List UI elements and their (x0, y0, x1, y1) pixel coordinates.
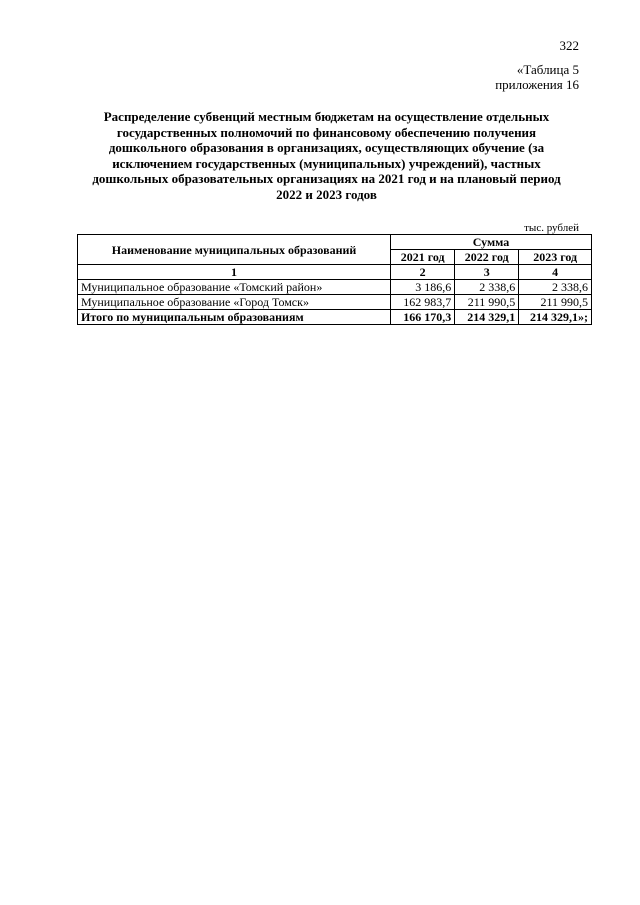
column-index: 1 (78, 265, 391, 280)
page-number: 322 (559, 38, 579, 53)
units-label: тыс. рублей (524, 222, 579, 234)
column-index-row (78, 265, 592, 280)
column-index: 3 (455, 265, 519, 280)
table-reference-line-1: «Таблица 5 (516, 62, 579, 77)
table-reference (495, 62, 579, 92)
total-2022: 214 329,1 (455, 310, 519, 325)
value-2022: 211 990,5 (455, 295, 519, 310)
total-label: Итого по муниципальным образованиям (78, 310, 391, 325)
header-year-2022: 2022 год (455, 250, 519, 265)
table-row (78, 280, 592, 295)
header-row (78, 235, 592, 250)
total-2021: 166 170,3 (391, 310, 455, 325)
value-2022: 2 338,6 (455, 280, 519, 295)
header-year-2023: 2023 год (519, 250, 592, 265)
value-2023: 2 338,6 (519, 280, 592, 295)
value-2021: 3 186,6 (391, 280, 455, 295)
table-reference-line-2: приложения 16 (495, 77, 579, 92)
header-year-2021: 2021 год (391, 250, 455, 265)
value-2021: 162 983,7 (391, 295, 455, 310)
value-2023: 211 990,5 (519, 295, 592, 310)
subvention-table (77, 234, 592, 325)
total-row (78, 310, 592, 325)
header-sum: Сумма (391, 235, 592, 250)
table-row (78, 295, 592, 310)
total-2023: 214 329,1»; (519, 310, 592, 325)
column-index: 2 (391, 265, 455, 280)
municipality-name: Муниципальное образование «Томский район» (78, 280, 391, 295)
document-title: Распределение субвенций местным бюджетам на осуществление отдельных государственных полномочий по финансовому обеспечению получения дошкольного образования в организациях, осуществляющих обучение (за исключением государственных (муниципальных) учреждений), частных дошкольных образовательных организациях на 2021 год и на плановый период 2022 и 2023 годов (92, 109, 561, 202)
column-index: 4 (519, 265, 592, 280)
municipality-name: Муниципальное образование «Город Томск» (78, 295, 391, 310)
header-municipality-name: Наименование муниципальных образований (78, 235, 391, 265)
